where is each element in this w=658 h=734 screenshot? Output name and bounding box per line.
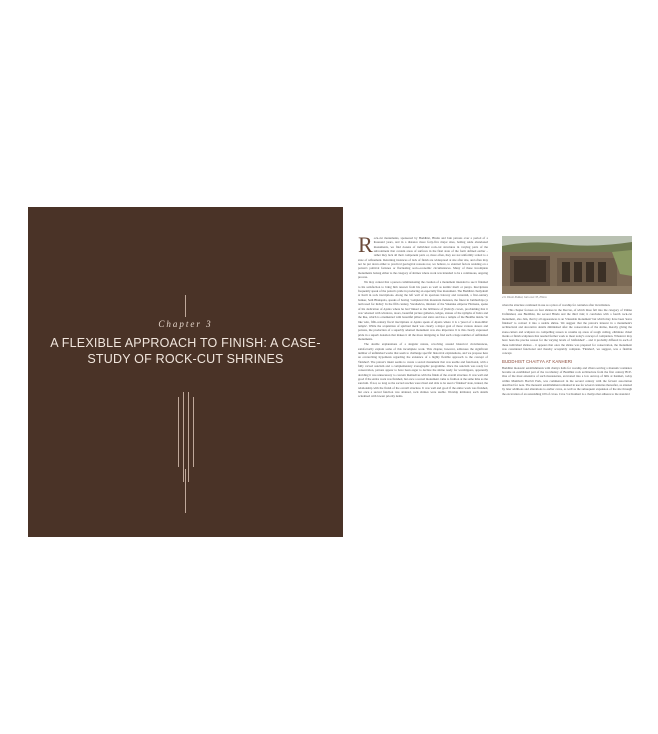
ornament-line-mid-right (188, 392, 189, 482)
section-subheading: BUDDHIST CHAITYA AT KANHERI (502, 358, 573, 364)
text-page (358, 236, 630, 534)
ornament-line-mid-left (183, 392, 184, 482)
paragraph: The double explanations of a singular nature, revolving around historical circumstances, satisfactorily explain some of this incomplete work. This chapter, however, addresses the significant number of unfinished works that seem to challenge specific historical explanations, and we propose here an overarching hypothesis regarding the existence of a highly flexible approach to the concept of 'finished'. The patron's intent seems to create a sacred monument that was usable and functional, with a fully carved sanctum and a complementary iconographic programme. Once the sanctum was ready for consecration, patrons appear to have been eager to declare the shrine ready for worshippers, apparently deciding it was unnecessary to concern themselves with the finish of the overall structure. It was well and good if the entire work was finished, but once a sacred monument came to fruition at the same time as the sanctum. If not, so long as the sacred reaches were ritual and able to be used a 'finished' state, indeed, the relationship with the finish of the overall structure. It was well and good if the entire work was finished, but once a sacred function was attained, rock shrines were usable. Worship inititated, each details actualised with lowest priority items. (358, 342, 488, 399)
paragraph: This chapter focuses on four shrines in the Deccan, of which three fall into the category of Unlike Unfinished, one Buddhist, the second Hindu and the third Jain; it concludes with a fourth rock-cut monument, also Jain, that by all appearances is an 'Unusable monument' but which may have been 'leave finished' to convert it into a usable shrine. We suggest that the patron's interest in a monument's architectural and decorative details diminished after the consecration of the shrine, thereby giving the stone-cutters and sculptors no compelling reason to resume up areas of rough cutting, eliminate chisel marks or finish sculptures that needed further work to meet today's concept of completion. Whatever may have been the precise reason for the varying levels of 'unfinished' – and it probably differed in each of these individual shrines – it appears that once the shrine was prepared for consecration, the monument was considered functional and thereby acceptably complete. 'Finished', we suggest, was a flexible concept. (502, 307, 632, 356)
paragraph: We may contest that a person commissioning the creation of a monument intended to see it finished to his satisfaction to bring him renown from his peers as well as karmic merit or punya. Inscriptions frequently speak of the patron's pride in producing an especially fine monument. The Buddhist chaityahall at Karli in rock inscriptions. Along the left wall of its spacious balcony and verandah, a first-century banker, Seth Bhutapala, speaks of having 'completed this mountain mansion, the finest in Jambudvipa [a term used for India]'. In the fifth century, Varahadeva, minister of the Vakataka emperor Harisena, spoke of his dedication of Ajanta where he had 'linked to the brilliance of [Indra]'s crown, proclaiming that it was 'adorned with windows, doors, beautiful picture galleries, ledges, statues of the nymphs of Indra and the like, which is ornamented with beautiful pillars and stairs and has a temple of the Buddha inside.' In like vein, fifth-century fiscal inscriptions at Ajanta speak of Ajanta where it is a 'jewel of a monolithic temple'. While the acquisition of spiritual merit was clearly a major goal of those various donors and patrons, the production of a superbly adorned monument was also important. It is this clearly expressed pride in a superb donation that makes it all the more intriguing to find such a huge number of unfinished monuments. (358, 280, 488, 341)
paragraph: when the structure continued in use as a place of worship for centuries after its initiation. (502, 302, 611, 307)
ornament-line-top (185, 295, 186, 317)
text-column-right (502, 236, 632, 534)
chapter-title: A FLEXIBLE APPROACH TO FINISH: A CASE-STUDY OF ROCK-CUT SHRINES (50, 336, 321, 366)
cave-photo (502, 236, 632, 294)
ornament-line-right (193, 397, 194, 467)
paragraph: ock-cut monuments, sponsored by Buddhist, Hindu and Jain patrons over a period of a thousand years, and in a distance more forty-five major sites, betting aside abandoned monuments, we find dozens of individual rock-cut structures in varying parts of the subcontinent that contain areas of surfaces in the final state of the form defined earlier – rather they lack all their component parts or, more often, they are not uniformly scaled to a state of refinement. Returning instances of lack of finish are widespread at site after site, and often may not be put down either to practical geological reasons nor, we believe, to external factors resisting on a patron's political fortunes or fluctuating socio-economic circumstances. Many of these incomplete monuments belong either to the category of shrines where work was intended to be a continuous, ongoing process. (358, 236, 488, 280)
ornament-line-left (178, 397, 179, 467)
paragraph: Buddhist monastic establishments with chaitya halls for worship and vihara serving a monastic residence became an established part of the vocabulary of Buddhist rock architecture from the first century BCE. One of the most extensive of such monasteries, excavated into a low outcrop of hills at Kanheri, today within Mumbai's Borivli Park, was commenced in the second century with the fervent association described for note. The monastic establishment remained in use for several centuries thereafter, as attested by later additions and alterations to earlier caves, as well as the subsequent expansion of the site through the excavation of an astonishing 109 of caves. Cave 3 at Kanheri is a chaitya that adheres to the standard (502, 365, 632, 396)
drop-cap: R (358, 236, 373, 257)
ornament-line-bottom (185, 469, 186, 513)
chapter-label: Chapter 3 (158, 319, 213, 329)
chapter-opener-page (28, 207, 343, 537)
text-column-left (358, 236, 488, 534)
photo-caption: 2.9. Dhoni Pokhar, Jain cave 33, Ellora (502, 296, 547, 299)
